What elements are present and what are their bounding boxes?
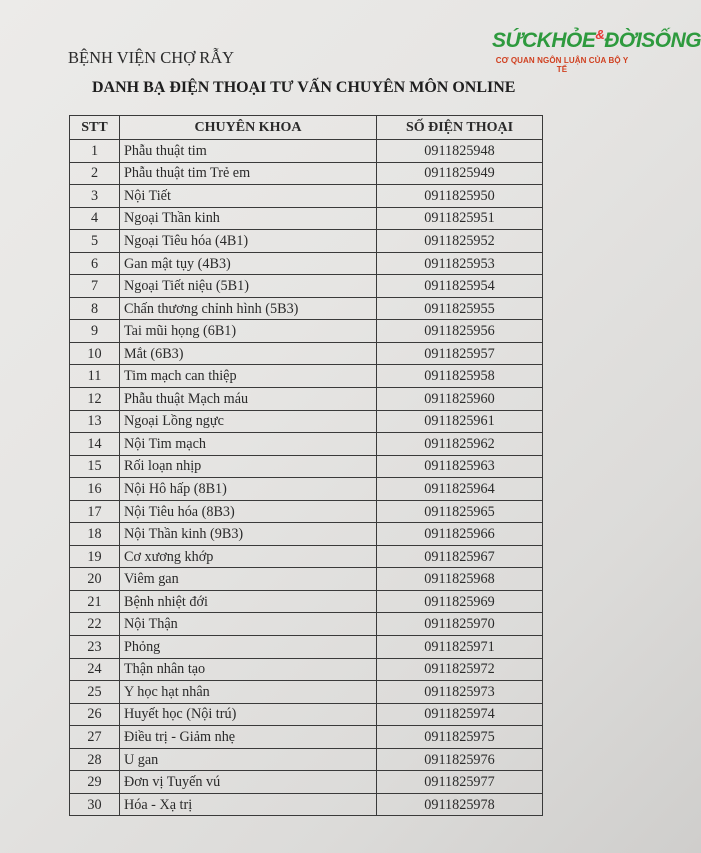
row-stt: 18 [70,523,120,546]
row-specialty: Phẫu thuật tim Trẻ em [120,162,377,185]
row-specialty: Điều trị - Giảm nhẹ [120,726,377,749]
table-row [70,162,543,185]
row-specialty: Bệnh nhiệt đới [120,590,377,613]
table-row [70,230,543,253]
row-specialty: Huyết học (Nội trú) [120,703,377,726]
table-row [70,207,543,230]
table-row [70,410,543,433]
hospital-name: BỆNH VIỆN CHỢ RẪY [68,48,235,67]
row-phone: 0911825970 [377,613,543,636]
table-row [70,500,543,523]
table-row [70,478,543,501]
row-phone: 0911825965 [377,500,543,523]
phone-directory-table [69,115,543,816]
row-specialty: Phỏng [120,636,377,659]
row-specialty: Chấn thương chỉnh hình (5B3) [120,297,377,320]
row-phone: 0911825966 [377,523,543,546]
table-row [70,252,543,275]
row-phone: 0911825958 [377,365,543,388]
table-row [70,320,543,343]
row-specialty: Viêm gan [120,568,377,591]
row-phone: 0911825948 [377,140,543,163]
row-stt: 30 [70,793,120,816]
table-row [70,523,543,546]
table-row [70,636,543,659]
table-body [70,140,543,816]
row-specialty: Mắt (6B3) [120,342,377,365]
table-row [70,613,543,636]
row-specialty: Nội Hô hấp (8B1) [120,478,377,501]
row-stt: 14 [70,433,120,456]
row-stt: 15 [70,455,120,478]
row-stt: 9 [70,320,120,343]
row-specialty: Ngoại Tiết niệu (5B1) [120,275,377,298]
col-header-phone: SỐ ĐIỆN THOẠI [377,116,543,140]
document-title: DANH BẠ ĐIỆN THOẠI TƯ VẤN CHUYÊN MÔN ONLINE [92,79,516,96]
row-specialty: Nội Thận [120,613,377,636]
row-phone: 0911825968 [377,568,543,591]
row-phone: 0911825972 [377,658,543,681]
table-row [70,275,543,298]
row-stt: 11 [70,365,120,388]
row-specialty: Y học hạt nhân [120,681,377,704]
row-specialty: Hóa - Xạ trị [120,793,377,816]
row-specialty: Nội Tim mạch [120,433,377,456]
row-phone: 0911825969 [377,590,543,613]
row-stt: 29 [70,771,120,794]
col-header-specialty: CHUYÊN KHOA [120,116,377,140]
table-row [70,185,543,208]
table-row [70,545,543,568]
row-specialty: Tim mạch can thiệp [120,365,377,388]
logo-wordmark [492,22,701,54]
row-phone: 0911825951 [377,207,543,230]
row-phone: 0911825976 [377,748,543,771]
row-stt: 16 [70,478,120,501]
row-specialty: Rối loạn nhịp [120,455,377,478]
table-row [70,568,543,591]
row-stt: 3 [70,185,120,208]
row-phone: 0911825955 [377,297,543,320]
row-phone: 0911825978 [377,793,543,816]
table-row [70,793,543,816]
row-phone: 0911825954 [377,275,543,298]
table-row [70,590,543,613]
row-phone: 0911825953 [377,252,543,275]
row-phone: 0911825974 [377,703,543,726]
table-row [70,455,543,478]
row-stt: 7 [70,275,120,298]
row-phone: 0911825952 [377,230,543,253]
table-row [70,388,543,411]
row-stt: 2 [70,162,120,185]
row-stt: 27 [70,726,120,749]
table-row [70,748,543,771]
col-header-stt: STT [70,116,120,140]
row-stt: 28 [70,748,120,771]
row-phone: 0911825960 [377,388,543,411]
row-stt: 21 [70,590,120,613]
row-phone: 0911825975 [377,726,543,749]
row-specialty: Nội Tiêu hóa (8B3) [120,500,377,523]
row-specialty: Ngoại Lồng ngực [120,410,377,433]
row-phone: 0911825964 [377,478,543,501]
row-phone: 0911825973 [377,681,543,704]
row-stt: 26 [70,703,120,726]
row-phone: 0911825961 [377,410,543,433]
row-stt: 10 [70,342,120,365]
row-stt: 12 [70,388,120,411]
table-row [70,681,543,704]
row-stt: 19 [70,545,120,568]
row-specialty: Thận nhân tạo [120,658,377,681]
publisher-logo [492,22,701,74]
row-specialty: Ngoại Tiêu hóa (4B1) [120,230,377,253]
row-phone: 0911825956 [377,320,543,343]
row-stt: 17 [70,500,120,523]
row-stt: 23 [70,636,120,659]
table-header-row [70,116,543,140]
row-specialty: Tai mũi họng (6B1) [120,320,377,343]
logo-tagline: CƠ QUAN NGÔN LUẬN CỦA BỘ Y TẾ [495,56,629,74]
row-phone: 0911825963 [377,455,543,478]
row-phone: 0911825950 [377,185,543,208]
logo-part2: ĐỜISỐNG [604,29,701,52]
table-row [70,342,543,365]
row-stt: 8 [70,297,120,320]
row-stt: 22 [70,613,120,636]
table-row [70,726,543,749]
table-row [70,703,543,726]
table-row [70,658,543,681]
row-specialty: U gan [120,748,377,771]
row-stt: 20 [70,568,120,591]
row-phone: 0911825957 [377,342,543,365]
row-specialty: Gan mật tụy (4B3) [120,252,377,275]
row-phone: 0911825962 [377,433,543,456]
table-row [70,297,543,320]
row-phone: 0911825977 [377,771,543,794]
row-specialty: Ngoại Thần kinh [120,207,377,230]
row-specialty: Nội Tiết [120,185,377,208]
row-phone: 0911825949 [377,162,543,185]
row-specialty: Đơn vị Tuyến vú [120,771,377,794]
row-stt: 4 [70,207,120,230]
logo-amp: & [595,27,605,42]
row-stt: 5 [70,230,120,253]
logo-part1: SỨCKHỎE [492,29,596,52]
row-phone: 0911825967 [377,545,543,568]
row-stt: 13 [70,410,120,433]
row-stt: 6 [70,252,120,275]
row-stt: 25 [70,681,120,704]
row-specialty: Phẫu thuật tim [120,140,377,163]
row-specialty: Phẫu thuật Mạch máu [120,388,377,411]
table-row [70,433,543,456]
row-specialty: Nội Thần kinh (9B3) [120,523,377,546]
row-stt: 1 [70,140,120,163]
row-specialty: Cơ xương khớp [120,545,377,568]
table-row [70,365,543,388]
table-row [70,140,543,163]
row-stt: 24 [70,658,120,681]
row-phone: 0911825971 [377,636,543,659]
table-row [70,771,543,794]
